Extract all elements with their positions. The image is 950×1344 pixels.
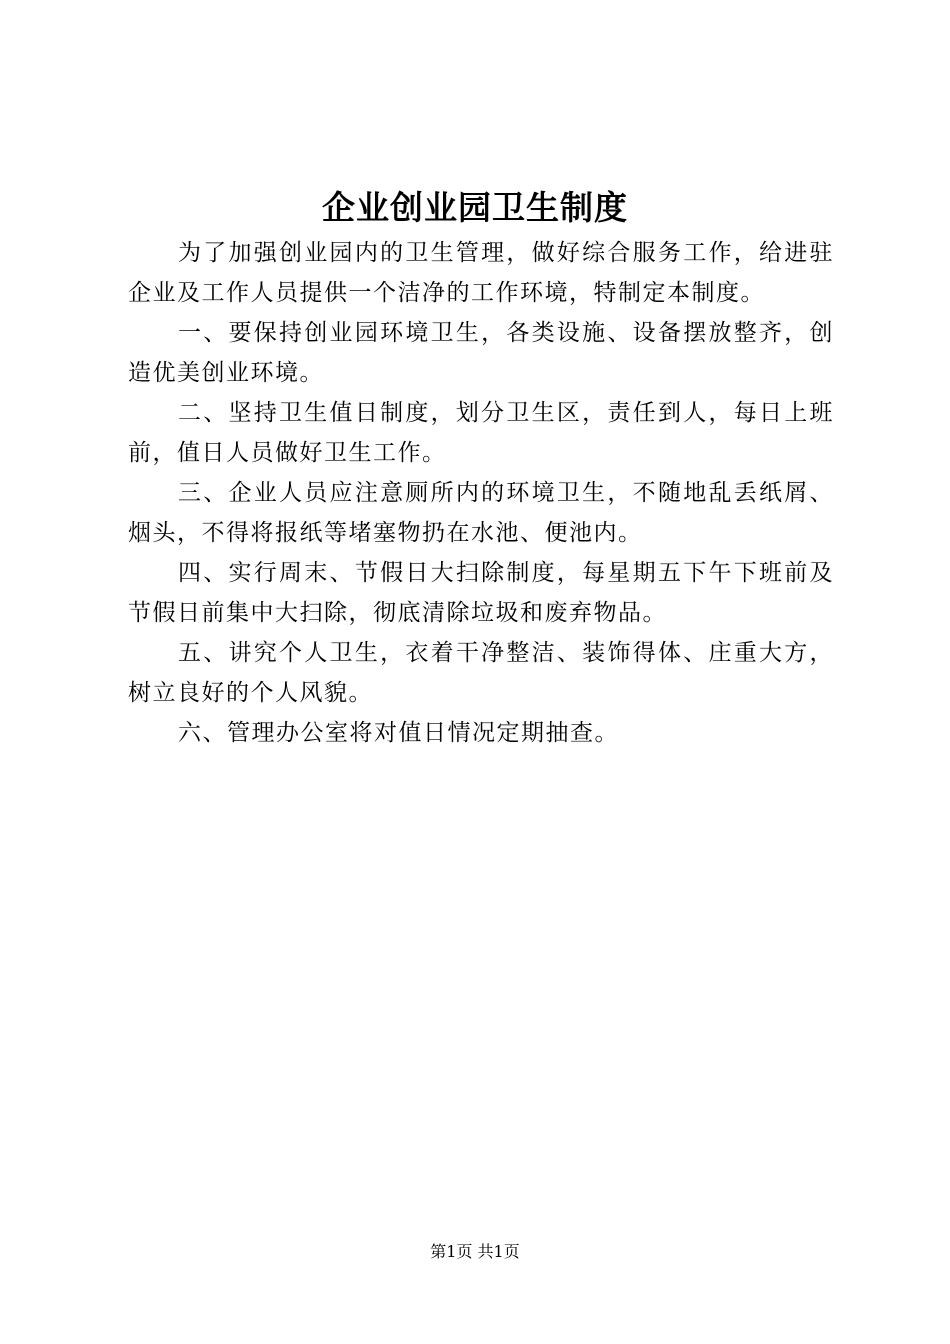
paragraph-rule-6: 六、管理办公室将对值日情况定期抽查。 <box>178 720 619 746</box>
document-body <box>128 233 834 753</box>
page-number-footer: 第1页 共1页 <box>430 1242 520 1261</box>
paragraph-rule-1: 一、要保持创业园环境卫生，各类设施、设备摆放整齐，创造优美创业环境。 <box>128 320 834 386</box>
paragraph-rule-4: 四、实行周末、节假日大扫除制度，每星期五下午下班前及节假日前集中大扫除，彻底清除垃圾和废弃物品。 <box>128 560 834 626</box>
document-title: 企业创业园卫生制度 <box>322 188 628 227</box>
paragraph-rule-5: 五、讲究个人卫生，衣着干净整洁、装饰得体、庄重大方，树立良好的个人风貌。 <box>128 640 834 706</box>
paragraph-rule-2: 二、坚持卫生值日制度，划分卫生区，责任到人，每日上班前，值日人员做好卫生工作。 <box>128 400 834 466</box>
paragraph-rule-3: 三、企业人员应注意厕所内的环境卫生，不随地乱丢纸屑、烟头，不得将报纸等堵塞物扔在水池、便池内。 <box>128 480 834 546</box>
paragraph-intro: 为了加强创业园内的卫生管理，做好综合服务工作，给进驻企业及工作人员提供一个洁净的工作环境，特制定本制度。 <box>128 240 834 306</box>
